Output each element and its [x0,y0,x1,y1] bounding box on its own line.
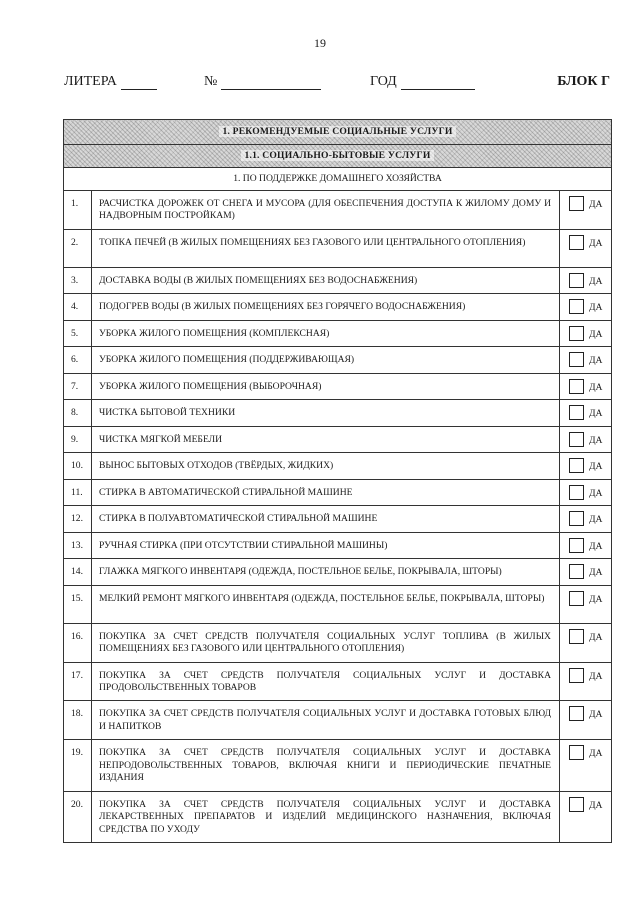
group-title: 1. ПО ПОДДЕРЖКЕ ДОМАШНЕГО ХОЗЯЙСТВА [64,168,612,191]
row-number: 15. [64,585,92,623]
yes-checkbox[interactable] [569,405,584,420]
yes-checkbox[interactable] [569,326,584,341]
table-row [64,791,612,842]
yes-checkbox[interactable] [569,485,584,500]
yes-label: ДА [589,709,603,721]
service-description: СТИРКА В ПОЛУАВТОМАТИЧЕСКОЙ СТИРАЛЬНОЙ МАШИНЕ [92,506,560,532]
year-blank-line[interactable] [401,75,475,90]
yes-cell [560,506,612,532]
year-field [370,74,475,90]
yes-cell [560,532,612,558]
yes-checkbox[interactable] [569,745,584,760]
service-description: ЧИСТКА БЫТОВОЙ ТЕХНИКИ [92,400,560,426]
service-description: УБОРКА ЖИЛОГО ПОМЕЩЕНИЯ (ПОДДЕРЖИВАЮЩАЯ) [92,347,560,373]
yes-checkbox[interactable] [569,235,584,250]
table-row [64,229,612,267]
service-description: ВЫНОС БЫТОВЫХ ОТХОДОВ (ТВЁРДЫХ, ЖИДКИХ) [92,453,560,479]
yes-checkbox[interactable] [569,352,584,367]
yes-label: ДА [589,748,603,760]
service-description: ПОКУПКА ЗА СЧЕТ СРЕДСТВ ПОЛУЧАТЕЛЯ СОЦИАЛЬНЫХ УСЛУГ ТОПЛИВА (В ЖИЛЫХ ПОМЕЩЕНИЯХ БЕЗ ГАЗОВОГО ИЛИ ЦЕНТРАЛЬНОГО ОТОПЛЕНИЯ) [92,623,560,662]
service-description: ТОПКА ПЕЧЕЙ (В ЖИЛЫХ ПОМЕЩЕНИЯХ БЕЗ ГАЗОВОГО ИЛИ ЦЕНТРАЛЬНОГО ОТОПЛЕНИЯ) [92,229,560,267]
service-description: РАСЧИСТКА ДОРОЖЕК ОТ СНЕГА И МУСОРА (ДЛЯ ОБЕСПЕЧЕНИЯ ДОСТУПА К ЖИЛОМУ ДОМУ И НАДВОРНЫМ ПОСТРОЙКАМ) [92,191,560,230]
row-number: 19. [64,740,92,791]
subsection-row [64,145,612,168]
section-title-cell [64,120,612,145]
yes-label: ДА [589,434,603,446]
section-row [64,120,612,145]
litera-label: ЛИТЕРА [64,74,117,89]
section-title: 1. РЕКОМЕНДУЕМЫЕ СОЦИАЛЬНЫЕ УСЛУГИ [219,126,455,137]
service-description: РУЧНАЯ СТИРКА (ПРИ ОТСУТСТВИИ СТИРАЛЬНОЙ МАШИНЫ) [92,532,560,558]
yes-cell [560,453,612,479]
row-number: 3. [64,267,92,293]
yes-checkbox[interactable] [569,668,584,683]
yes-label: ДА [589,670,603,682]
table-row [64,373,612,399]
form-header [64,74,610,94]
table-row [64,559,612,585]
yes-cell [560,559,612,585]
row-number: 6. [64,347,92,373]
yes-label: ДА [589,302,603,314]
table-row [64,320,612,346]
number-label: № [204,74,218,89]
yes-label: ДА [589,355,603,367]
group-row [64,168,612,191]
service-description: ПОКУПКА ЗА СЧЕТ СРЕДСТВ ПОЛУЧАТЕЛЯ СОЦИАЛЬНЫХ УСЛУГ И ДОСТАВКА ПРОДОВОЛЬСТВЕННЫХ ТОВАРОВ [92,662,560,701]
yes-label: ДА [589,237,603,249]
number-blank-line[interactable] [221,75,321,90]
yes-checkbox[interactable] [569,797,584,812]
yes-label: ДА [589,631,603,643]
row-number: 12. [64,506,92,532]
block-label: БЛОК Г [557,74,610,89]
service-description: СТИРКА В АВТОМАТИЧЕСКОЙ СТИРАЛЬНОЙ МАШИНЕ [92,479,560,505]
yes-cell [560,479,612,505]
page-number: 19 [314,36,326,50]
row-number: 9. [64,426,92,452]
litera-field [64,74,157,90]
service-description: ДОСТАВКА ВОДЫ (В ЖИЛЫХ ПОМЕЩЕНИЯХ БЕЗ ВОДОСНАБЖЕНИЯ) [92,267,560,293]
yes-checkbox[interactable] [569,564,584,579]
yes-checkbox[interactable] [569,538,584,553]
row-number: 2. [64,229,92,267]
table-row [64,662,612,701]
row-number: 7. [64,373,92,399]
year-label: ГОД [370,74,397,89]
yes-checkbox[interactable] [569,458,584,473]
table-row [64,585,612,623]
table-row [64,191,612,230]
service-description: ГЛАЖКА МЯГКОГО ИНВЕНТАРЯ (ОДЕЖДА, ПОСТЕЛЬНОЕ БЕЛЬЕ, ПОКРЫВАЛА, ШТОРЫ) [92,559,560,585]
yes-cell [560,267,612,293]
row-number: 10. [64,453,92,479]
row-number: 13. [64,532,92,558]
yes-checkbox[interactable] [569,273,584,288]
yes-cell [560,400,612,426]
service-description: ПОКУПКА ЗА СЧЕТ СРЕДСТВ ПОЛУЧАТЕЛЯ СОЦИАЛЬНЫХ УСЛУГ И ДОСТАВКА ГОТОВЫХ БЛЮД И НАПИТКОВ [92,701,560,740]
row-number: 8. [64,400,92,426]
litera-blank-line[interactable] [121,75,157,90]
yes-checkbox[interactable] [569,629,584,644]
service-description: УБОРКА ЖИЛОГО ПОМЕЩЕНИЯ (ВЫБОРОЧНАЯ) [92,373,560,399]
yes-cell [560,701,612,740]
table-row [64,740,612,791]
row-number: 11. [64,479,92,505]
yes-label: ДА [589,487,603,499]
yes-label: ДА [589,408,603,420]
yes-checkbox[interactable] [569,379,584,394]
subsection-title: 1.1. СОЦИАЛЬНО-БЫТОВЫЕ УСЛУГИ [241,150,433,161]
subsection-title-cell [64,145,612,168]
yes-cell [560,791,612,842]
row-number: 5. [64,320,92,346]
service-description: ПОКУПКА ЗА СЧЕТ СРЕДСТВ ПОЛУЧАТЕЛЯ СОЦИАЛЬНЫХ УСЛУГ И ДОСТАВКА ЛЕКАРСТВЕННЫХ ПРЕПАРАТОВ И ИЗДЕЛИЙ МЕДИЦИНСКОГО НАЗНАЧЕНИЯ, ВКЛЮЧАЯ СРЕДСТВА ПО УХОДУ [92,791,560,842]
yes-label: ДА [589,328,603,340]
row-number: 16. [64,623,92,662]
table-row [64,453,612,479]
row-number: 1. [64,191,92,230]
yes-cell [560,373,612,399]
service-description: ПОДОГРЕВ ВОДЫ (В ЖИЛЫХ ПОМЕЩЕНИЯХ БЕЗ ГОРЯЧЕГО ВОДОСНАБЖЕНИЯ) [92,294,560,320]
table-row [64,623,612,662]
row-number: 20. [64,791,92,842]
yes-cell [560,229,612,267]
yes-label: ДА [589,593,603,605]
table-row [64,479,612,505]
yes-label: ДА [589,199,603,210]
table-row [64,347,612,373]
table-row [64,506,612,532]
table-row [64,267,612,293]
yes-cell [560,347,612,373]
yes-checkbox[interactable] [569,706,584,721]
service-description: УБОРКА ЖИЛОГО ПОМЕЩЕНИЯ (КОМПЛЕКСНАЯ) [92,320,560,346]
yes-cell [560,191,612,230]
table-row [64,532,612,558]
yes-label: ДА [589,514,603,526]
table-row [64,701,612,740]
yes-label: ДА [589,461,603,473]
yes-checkbox[interactable] [569,591,584,606]
row-number: 17. [64,662,92,701]
yes-label: ДА [589,567,603,579]
service-description: ЧИСТКА МЯГКОЙ МЕБЕЛИ [92,426,560,452]
yes-cell [560,585,612,623]
yes-cell [560,426,612,452]
table-row [64,294,612,320]
yes-label: ДА [589,799,603,811]
yes-checkbox[interactable] [569,196,584,211]
yes-label: ДА [589,275,603,287]
services-table [63,119,612,843]
yes-cell [560,623,612,662]
yes-checkbox[interactable] [569,299,584,314]
number-field [204,74,321,90]
table-row [64,426,612,452]
yes-cell [560,662,612,701]
yes-cell [560,294,612,320]
yes-checkbox[interactable] [569,511,584,526]
row-number: 18. [64,701,92,740]
yes-checkbox[interactable] [569,432,584,447]
yes-label: ДА [589,381,603,393]
yes-cell [560,740,612,791]
table-row [64,400,612,426]
row-number: 4. [64,294,92,320]
service-description: МЕЛКИЙ РЕМОНТ МЯГКОГО ИНВЕНТАРЯ (ОДЕЖДА, ПОСТЕЛЬНОЕ БЕЛЬЕ, ПОКРЫВАЛА, ШТОРЫ) [92,585,560,623]
yes-cell [560,320,612,346]
service-description: ПОКУПКА ЗА СЧЕТ СРЕДСТВ ПОЛУЧАТЕЛЯ СОЦИАЛЬНЫХ УСЛУГ И ДОСТАВКА НЕПРОДОВОЛЬСТВЕННЫХ ТОВАРОВ, ВКЛЮЧАЯ КНИГИ И ПЕРИОДИЧЕСКИЕ ПЕЧАТНЫЕ ИЗДАНИЯ [92,740,560,791]
row-number: 14. [64,559,92,585]
yes-label: ДА [589,540,603,552]
